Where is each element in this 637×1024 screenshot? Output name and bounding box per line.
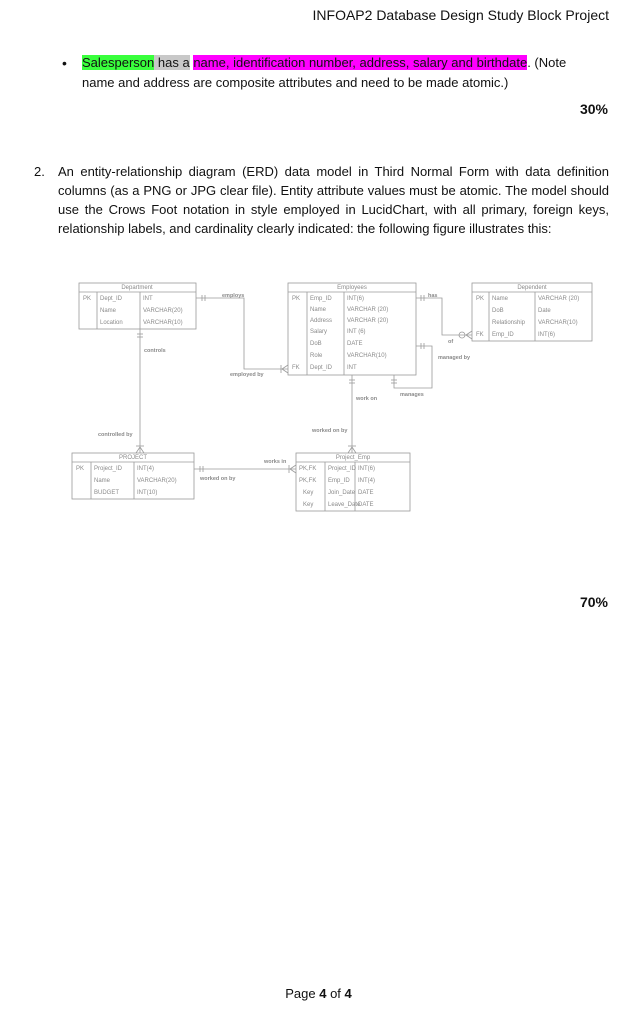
emp-row1-key: PK <box>292 296 301 302</box>
highlight-has-a: has a <box>154 55 190 70</box>
label-manages: manages <box>400 392 424 398</box>
footer-middle: of <box>326 986 345 1001</box>
proj-row2-type: VARCHAR(20) <box>137 478 177 484</box>
project-title: PROJECT <box>118 455 148 461</box>
dept-row2-type: VARCHAR(20) <box>143 308 183 314</box>
dept-row1-name: Dept_ID <box>100 296 123 302</box>
dep-row2-type: Date <box>538 308 551 314</box>
emp-row1-name: Emp_ID <box>310 296 332 302</box>
label-managed-by: managed by <box>438 355 471 361</box>
percentage-70: 70% <box>579 594 608 610</box>
highlight-salesperson: Salesperson <box>82 55 155 70</box>
dep-row2-name: DoB <box>492 308 504 314</box>
dep-row1-type: VARCHAR (20) <box>538 296 580 302</box>
pe-row4-key: Key <box>303 502 314 508</box>
emp-row6-type: VARCHAR(10) <box>347 353 387 359</box>
pe-row1-key: PK,FK <box>299 466 317 472</box>
rel-has-line <box>416 298 472 335</box>
emp-row7-name: Dept_ID <box>310 365 333 371</box>
item-number: 2. <box>34 164 45 179</box>
dep-row4-name: Emp_ID <box>492 332 514 338</box>
emp-row7-key: FK <box>292 365 300 371</box>
label-work-on: work on <box>356 396 378 402</box>
footer-current-page: 4 <box>319 986 327 1001</box>
page-footer <box>0 986 637 1001</box>
dept-row1-type: INT <box>143 296 153 302</box>
pe-row3-key: Key <box>303 490 314 496</box>
bullet-note: . (Note name and address are composite attributes and need to be made atomic.) <box>82 55 567 90</box>
emp-row5-name: DoB <box>310 341 322 347</box>
dept-row3-name: Location <box>100 320 123 326</box>
emp-row7-type: INT <box>347 365 357 371</box>
pe-row2-key: PK,FK <box>299 478 317 484</box>
pe-row1-name: Project_ID <box>328 466 357 472</box>
dep-row4-key: FK <box>476 332 484 338</box>
proj-row1-type: INT(4) <box>137 466 154 472</box>
emp-row5-type: DATE <box>347 341 363 347</box>
label-controlled-by: controlled by <box>98 432 133 438</box>
proj-row1-name: Project_ID <box>94 466 123 472</box>
pe-row2-name: Emp_ID <box>328 478 350 484</box>
pe-row3-name: Join_Date <box>328 490 356 496</box>
emp-row4-type: INT (6) <box>347 329 366 335</box>
department-title: Department <box>121 285 153 291</box>
footer-prefix: Page <box>285 986 320 1001</box>
label-worked-on-by-top: worked on by <box>312 428 348 434</box>
emp-row1-type: INT(6) <box>347 296 364 302</box>
dept-row2-name: Name <box>100 308 117 314</box>
label-controls: controls <box>144 348 166 354</box>
label-works-in: works in <box>264 459 287 465</box>
dep-row4-type: INT(6) <box>538 332 555 338</box>
pe-row1-type: INT(6) <box>358 466 375 472</box>
pe-row4-name: Leave_Date <box>328 502 361 508</box>
pe-row3-type: DATE <box>358 490 374 496</box>
highlight-attributes: name, identification number, address, salary and birthdate <box>193 55 528 70</box>
item-text: An entity-relationship diagram (ERD) data model in Third Normal Form with data definition columns (as a PNG or JPG clear file). Entity attribute values must be atomic. The model should use the Crows Foot notation in style employed in LucidChart, with all primary, foreign keys, relationship labels, and cardinality clearly indicated: the following figure illustrates this: <box>58 164 609 236</box>
label-employed-by: employed by <box>230 372 264 378</box>
emp-row3-type: VARCHAR (20) <box>347 318 389 324</box>
dep-row3-type: VARCHAR(10) <box>538 320 578 326</box>
proj-row3-type: INT(10) <box>137 490 158 496</box>
proj-row3-name: BUDGET <box>94 490 120 496</box>
erd-diagram <box>0 270 637 520</box>
label-has: has <box>428 293 438 299</box>
emp-row2-type: VARCHAR (20) <box>347 307 389 313</box>
bullet-icon: • <box>62 55 67 71</box>
employees-title: Employees <box>337 285 367 291</box>
rel-manages-line <box>394 346 432 388</box>
footer-total-pages: 4 <box>344 986 352 1001</box>
bullet-text <box>82 53 592 93</box>
dept-row1-key: PK <box>83 296 92 302</box>
proj-row1-key: PK <box>76 466 85 472</box>
emp-row3-name: Address <box>310 318 333 324</box>
emp-row4-name: Salary <box>310 329 328 335</box>
document-header: INFOAP2 Database Design Study Block Project <box>312 7 609 23</box>
pe-row4-type: DATE <box>358 502 374 508</box>
label-of: of <box>448 339 454 345</box>
proj-row2-name: Name <box>94 478 111 484</box>
project-emp-title: Project_Emp <box>335 455 371 461</box>
dep-row3-name: Relationship <box>492 320 526 326</box>
label-employs: employs <box>222 293 245 299</box>
dep-row1-key: PK <box>476 296 485 302</box>
pe-row2-type: INT(4) <box>358 478 375 484</box>
emp-row6-name: Role <box>310 353 323 359</box>
percentage-30: 30% <box>579 101 608 117</box>
dept-row3-type: VARCHAR(10) <box>143 320 183 326</box>
dep-row1-name: Name <box>492 296 509 302</box>
emp-row2-name: Name <box>310 307 327 313</box>
dependent-title: Dependent <box>517 285 547 291</box>
rel-employs-line <box>196 298 288 369</box>
label-worked-on-by-left: worked on by <box>200 476 236 482</box>
